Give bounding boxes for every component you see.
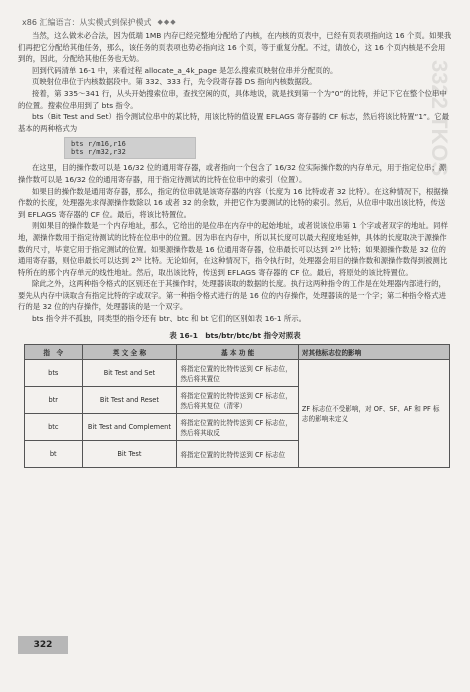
paragraph-4: 接着，第 335～341 行，从头开始搜索位串，查找空闲的页，具体地说，就是找到第一个为“0”的比特，并记下它在整个位串中的位置。搜索位串用到了 bts 指令。 — [18, 88, 447, 110]
code-line-1: bts r/m16,r16 — [71, 140, 126, 149]
watermark: 3322 TKOS — [427, 60, 452, 177]
code-block — [64, 137, 196, 159]
header-diamonds: ◆◆◆ — [157, 18, 177, 26]
table-row — [25, 359, 450, 386]
header-title: x86 汇编语言：从实模式到保护模式 — [22, 17, 152, 27]
table-caption: 表 16-1 bts/btr/btc/bt 指令对照表 — [169, 330, 301, 340]
code-line-2: bts r/m32,r32 — [71, 148, 126, 157]
cell-instr: bts — [25, 359, 83, 386]
paragraph-6: 在这里，目的操作数可以是 16/32 位的通用寄存器，或者指向一个包含了 16/32 位实际操作数的内存单元，用于指定位串；源操作数可以是 16/32 位的通用寄存器，用于指定待测试的比特在位串中的索引（位置）。 — [18, 163, 447, 184]
paragraph-5: bts（Bit Test and Set）指令测试位串中的某比特，用该比特的值设置 EFLAGS 寄存器的 CF 标志，然后将该比特置“1”。它最基本的两种格式为 — [18, 112, 450, 133]
cell-func: 将指定位置的比特传送到 CF 标志位，然后将其取反 — [177, 413, 299, 440]
paragraph-10: bts 指令并不孤独，同类型的指令还有 btr、btc 和 bt 它们的区别如表 16-1 所示。 — [32, 314, 307, 324]
cell-name: Bit Test and Complement — [82, 413, 177, 440]
instruction-table — [24, 344, 450, 468]
th-full-name: 英 文 全 称 — [82, 344, 177, 359]
cell-name: Bit Test and Set — [82, 359, 177, 386]
paragraph-2: 回到代码清单 16-1 中，来看过程 allocate_a_4k_page 是怎么搜索页映射位串并分配页的。 — [32, 65, 338, 75]
cell-instr: btr — [25, 386, 83, 413]
paragraph-8: 则如果目的操作数是一个内存地址，那么，它给出的是位串在内存中的起始地址，或者说该位串第 1 个字或者双字的地址。同样地，源操作数用于指定待测试的比特在位串中的位置。因为串在内存中，所以其长度可以最大程度地延伸，具体的长度取决于源操作数的尺寸，毕竟它用于指定测试的位置。如果源操作数是 16 位通用寄存器，位串最长可以达到 2¹⁶ 比特；如果源操作数是 32 位的通用寄存器，则位串最长可以达到 2³² 比特。无论如何，在这种情况下，指令执行时，处理器会用目的操作数和源操作数得到被测比特所在的那个内存单元的线性地址。然后，取出该比特，传送到 EFLAGS 寄存器的 CF 位。最后，将原处的该比特置位。 — [18, 221, 448, 277]
paragraph-1: 当然，这么做未必合法，因为低端 1MB 内存已经完整地分配给了内核，在内核的页表中，已经有页表项指向这 16 个页。如果我们再把它分配给其他任务，那么，该任务的页表项也势必指向这 16 个页，等于重复分配。不过，请放心，这 16 个页内核是不会用到的，因此，分配给其他任务也无妨。 — [18, 31, 452, 64]
th-effect: 对其他标志位的影响 — [298, 344, 449, 359]
page-number: 322 — [18, 636, 68, 654]
paragraph-7: 如果目的操作数是通用寄存器，那么，指定的位串就是该寄存器的内容（长度为 16 比特或者 32 比特）。在这种情况下，根据操作数的长度，处理器先求得源操作数除以 16 或者 32 的余数，并把它作为要测试的比特的索引。然后，从位串中取出该比特，传送到 EFLAGS 寄存器的 CF 位。最后，将该比特置位。 — [18, 186, 449, 219]
cell-instr: bt — [25, 440, 83, 467]
cell-name: Bit Test and Reset — [82, 386, 177, 413]
paragraph-3: 页映射位串位于内核数据段中。第 332、333 行，先令段寄存器 DS 指向内核数据段。 — [32, 77, 317, 87]
running-header — [22, 14, 452, 30]
th-function: 基 本 功 能 — [177, 344, 299, 359]
cell-name: Bit Test — [82, 440, 177, 467]
paragraph-9: 除此之外，这两种指令格式的区别还在于其操作时，处理器读取的数据的长度。执行这两种指令的工作是在处理器内部进行的，要先从内存中读取含有指定比特的字或双字。第一种指令格式进行的是 16 位的内存操作，处理器读的是一个字；第二种指令格式进行的是 32 位的内存操作，处理器读的是一个双字。 — [18, 279, 446, 312]
th-instruction: 指 令 — [25, 344, 83, 359]
table-header-row — [25, 344, 450, 359]
cell-func: 将指定位置的比特传送到 CF 标志位，然后将其复位（清零） — [177, 386, 299, 413]
cell-func: 将指定位置的比特传送到 CF 标志位，然后将其置位 — [177, 359, 299, 386]
cell-func: 将指定位置的比特传送到 CF 标志位 — [177, 440, 299, 467]
cell-effect: ZF 标志位不受影响，对 OF、SF、AF 和 PF 标志的影响未定义 — [298, 359, 449, 467]
cell-instr: btc — [25, 413, 83, 440]
page-body — [18, 30, 452, 680]
